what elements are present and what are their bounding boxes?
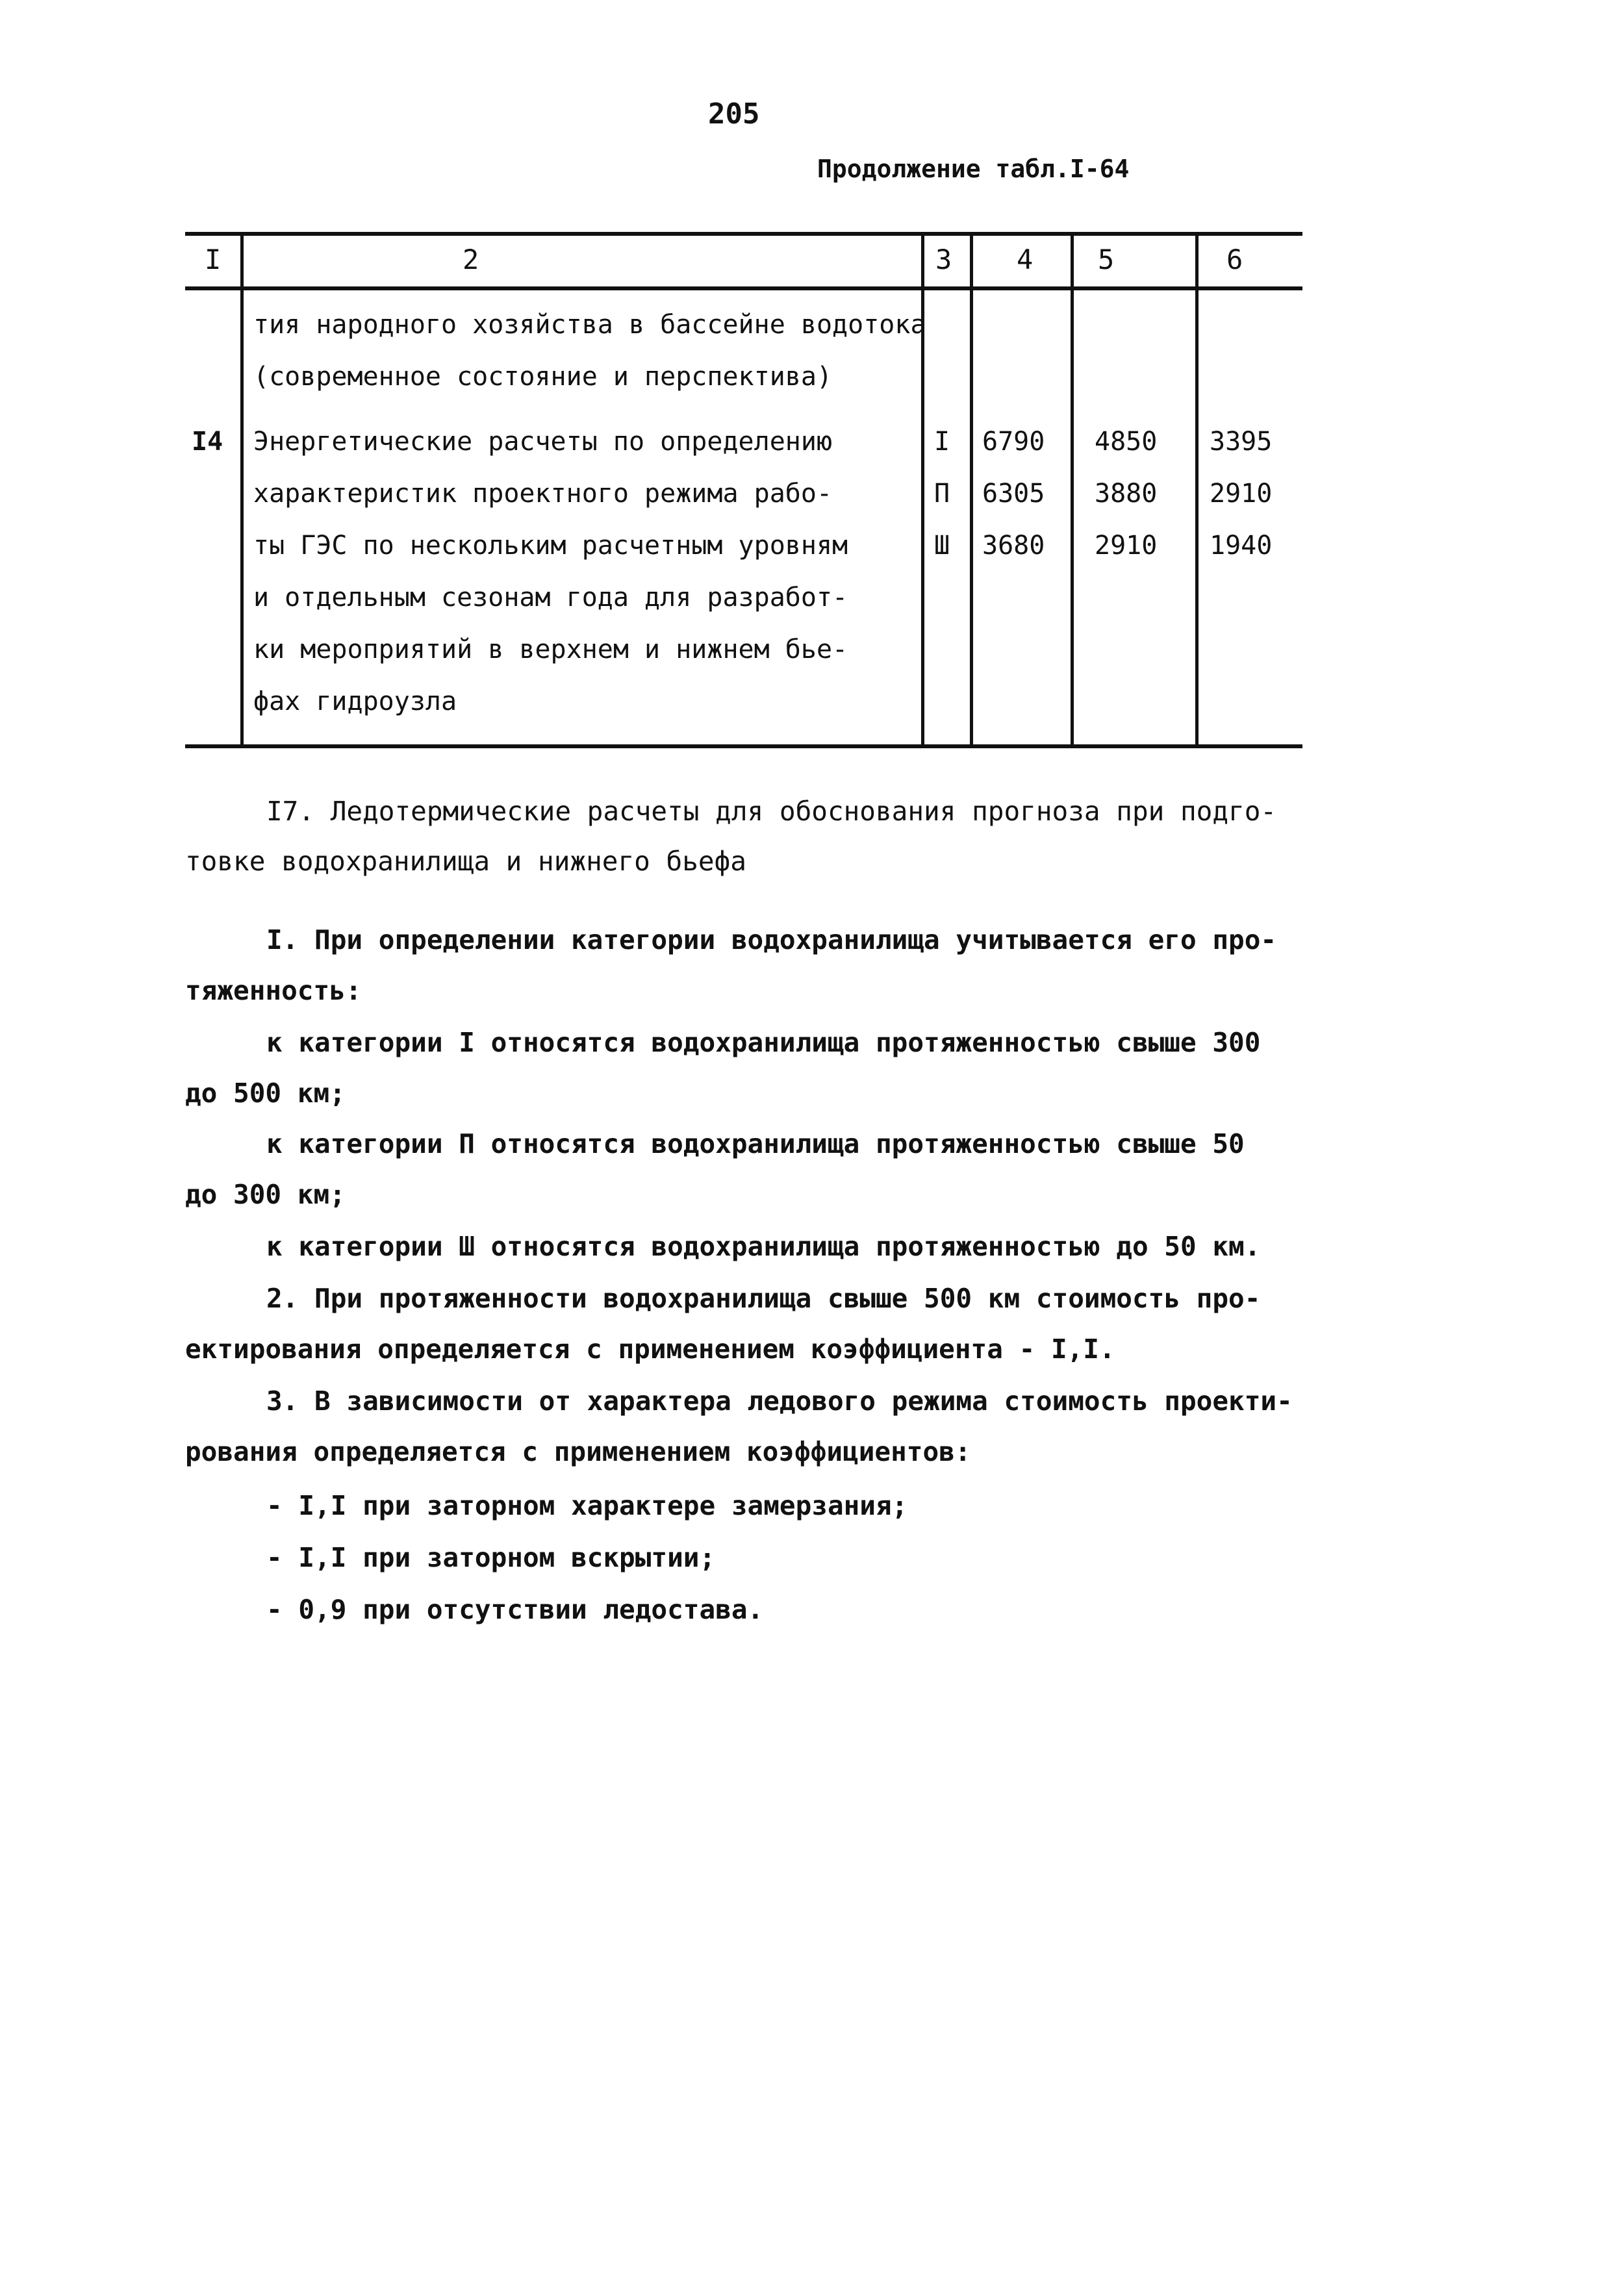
category-cell: П bbox=[934, 479, 950, 509]
paragraph-2-line: 2. При протяженности водохранилища свыше 500 км стоимость про- bbox=[266, 1283, 1261, 1314]
category-2-line: до 300 км; bbox=[185, 1179, 346, 1210]
category-cell: I bbox=[934, 427, 950, 457]
coefficient-bullet: - I,I при заторном вскрытии; bbox=[266, 1542, 716, 1573]
col4-cell: 6790 bbox=[982, 427, 1045, 457]
section-title-line: I7. Ледотермические расчеты для обоснования прогноза при подго- bbox=[266, 796, 1277, 827]
continuation-line: тия народного хозяйства в бассейне водотока bbox=[253, 310, 926, 340]
row-description-line: Энергетические расчеты по определению bbox=[253, 427, 833, 457]
category-cell: Ш bbox=[934, 531, 950, 561]
col6-cell: 2910 bbox=[1210, 479, 1273, 509]
category-3-line: к категории Ш относятся водохранилища протяженностью до 50 км. bbox=[266, 1231, 1261, 1262]
paragraph-1-line: тяженность: bbox=[185, 975, 362, 1006]
paragraph-2-line: ектирования определяется с применением коэффициента - I,I. bbox=[185, 1333, 1115, 1365]
paragraph-1-line: I. При определении категории водохранилища учитывается его про- bbox=[266, 924, 1277, 955]
col4-cell: 6305 bbox=[982, 479, 1045, 509]
table-header-rule bbox=[185, 286, 1302, 290]
header-col-3: 3 bbox=[935, 244, 952, 275]
paragraph-3-line: рования определяется с применением коэффициентов: bbox=[185, 1436, 971, 1467]
continuation-line: (современное состояние и перспектива) bbox=[253, 362, 833, 392]
col6-cell: 1940 bbox=[1210, 531, 1273, 561]
col-divider-4 bbox=[1071, 232, 1074, 748]
row-description-line: ты ГЭС по нескольким расчетным уровням bbox=[253, 531, 848, 561]
col-divider-5 bbox=[1195, 232, 1199, 748]
section-title-line: товке водохранилища и нижнего бьефа bbox=[185, 846, 746, 877]
coefficient-bullet: - 0,9 при отсутствии ледостава. bbox=[266, 1594, 764, 1625]
page-number: 205 bbox=[708, 97, 760, 131]
row-description-line: ки мероприятий в верхнем и нижнем бье- bbox=[253, 635, 848, 664]
row-number: I4 bbox=[192, 427, 223, 457]
table-caption: Продолжение табл.I-64 bbox=[817, 155, 1130, 183]
row-description-line: и отдельным сезонам года для разработ- bbox=[253, 583, 848, 613]
header-col-2: 2 bbox=[463, 244, 479, 275]
col4-cell: 3680 bbox=[982, 531, 1045, 561]
row-description-line: характеристик проектного режима рабо- bbox=[253, 479, 833, 509]
coefficient-bullet: - I,I при заторном характере замерзания; bbox=[266, 1490, 908, 1521]
header-col-4: 4 bbox=[1017, 244, 1034, 275]
row-description-line: фах гидроузла bbox=[253, 687, 457, 716]
col-divider-1 bbox=[240, 232, 244, 748]
col-divider-3 bbox=[970, 232, 973, 748]
table-bottom-rule bbox=[185, 744, 1302, 748]
header-col-5: 5 bbox=[1098, 244, 1115, 275]
col5-cell: 2910 bbox=[1095, 531, 1158, 561]
col5-cell: 3880 bbox=[1095, 479, 1158, 509]
col5-cell: 4850 bbox=[1095, 427, 1158, 457]
col6-cell: 3395 bbox=[1210, 427, 1273, 457]
header-col-1: I bbox=[205, 244, 222, 275]
header-col-6: 6 bbox=[1226, 244, 1243, 275]
table-top-rule bbox=[185, 232, 1302, 236]
paragraph-3-line: 3. В зависимости от характера ледового режима стоимость проекти- bbox=[266, 1385, 1293, 1417]
category-1-line: к категории I относятся водохранилища протяженностью свыше 300 bbox=[266, 1027, 1261, 1058]
category-2-line: к категории П относятся водохранилища протяженностью свыше 50 bbox=[266, 1128, 1245, 1159]
category-1-line: до 500 км; bbox=[185, 1078, 346, 1109]
